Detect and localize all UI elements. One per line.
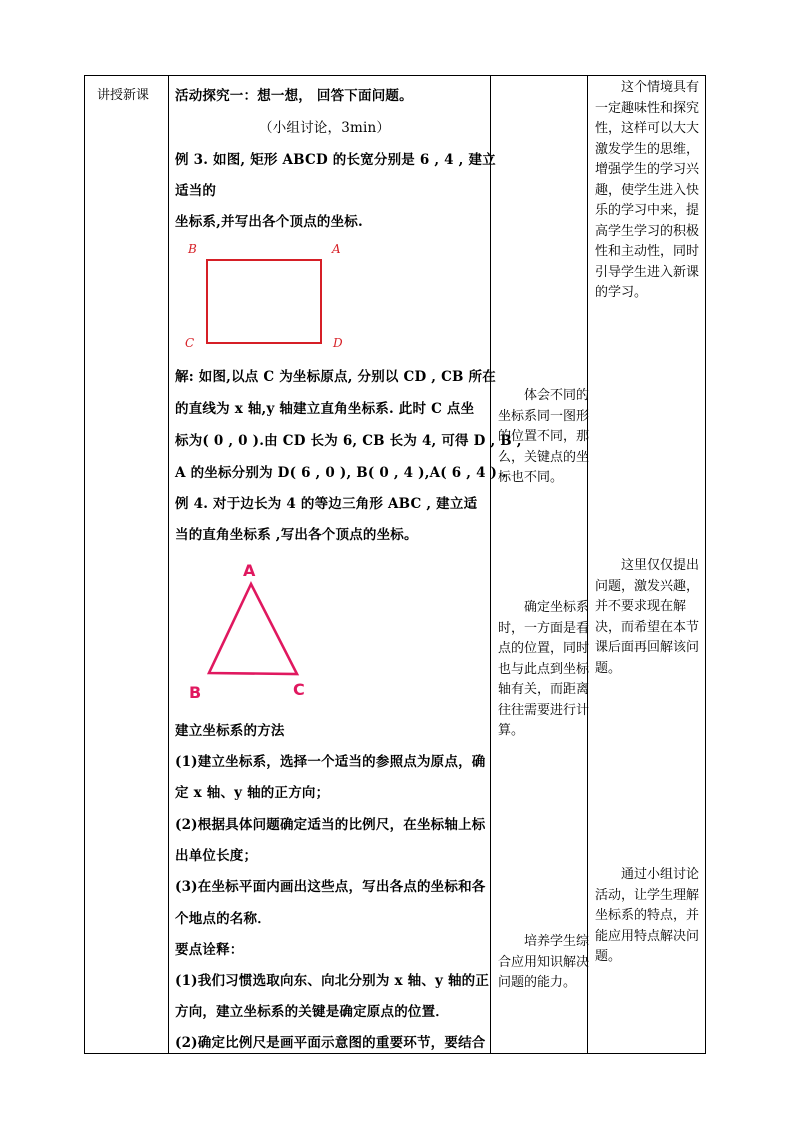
key-point-line: (1)我们习惯选取向东、向北分别为 x 轴、y 轴的正	[175, 973, 490, 989]
lesson-table	[84, 75, 706, 1054]
method-line: 出单位长度；	[175, 848, 258, 864]
tri-label-c: C	[293, 680, 305, 699]
triangle-abc	[209, 584, 297, 674]
rect-label-a: A	[332, 242, 341, 256]
section-label: 讲授新课	[97, 88, 150, 103]
rectangle-figure	[175, 236, 355, 351]
tri-label-b: B	[189, 683, 202, 702]
rect-label-b: B	[188, 242, 197, 256]
method-line: (2)根据具体问题确定适当的比例尺，在坐标轴上标	[175, 817, 486, 833]
solution-line: 的直线为 x 轴,y 轴建立直角坐标系. 此时 C 点坐	[175, 401, 475, 417]
method-title: 建立坐标系的方法	[175, 723, 285, 739]
example3-line: 例 3. 如图, 矩形 ABCD 的长宽分别是 6 , 4 , 建立	[175, 152, 496, 168]
solution-line: 解: 如图,以点 C 为坐标原点, 分别以 CD , CB 所在	[175, 369, 496, 385]
intent-note: 通过小组讨论活动，让学生理解坐标系的特点，并能应用特点解决问题。	[595, 867, 700, 964]
method-line: (1)建立坐标系，选择一个适当的参照点为原点，确	[175, 754, 486, 770]
intent-notes-column	[587, 76, 705, 1053]
design-note: 体会不同的坐标系同一图形的位置不同，那么，关键点的坐标也不同。	[498, 388, 590, 485]
tri-label-a: A	[243, 561, 256, 580]
intent-note: 这个情境具有一定趣味性和探究性，这样可以大大激发学生的思维，增强学生的学习兴趣，使学生进入快乐的学习中来，提高学生学习的积极性和主动性，同时引导学生进入新课的学习。	[595, 80, 700, 300]
design-note: 确定坐标系时，一方面是看点的位置，同时也与此点到坐标轴有关，而距离往往需要进行计算。	[498, 600, 590, 738]
triangle-figure	[175, 556, 335, 706]
rect-label-c: C	[185, 336, 195, 350]
rect-label-d: D	[333, 336, 343, 350]
solution-line: A 的坐标分别为 D( 6 , 0 ), B( 0 , 4 ),A( 6 , 4 ) .	[175, 465, 507, 481]
example4-line: 例 4. 对于边长为 4 的等边三角形 ABC , 建立适	[175, 496, 478, 512]
key-point-line: 方向，建立坐标系的关键是确定原点的位置．	[175, 1004, 449, 1020]
method-line: (3)在坐标平面内画出这些点，写出各点的坐标和各	[175, 879, 486, 895]
key-points-title: 要点诠释：	[175, 942, 244, 958]
rectangle-abcd	[207, 260, 321, 343]
example3-line: 坐标系,并写出各个顶点的坐标.	[175, 214, 363, 230]
design-notes-column	[490, 76, 590, 1053]
solution-line: 标为( 0 , 0 ).由 CD 长为 6, CB 长为 4, 可得 D , B ,	[175, 433, 522, 449]
activity-subheading: （小组讨论，3min）	[259, 120, 391, 136]
column-divider	[168, 76, 169, 1053]
activity-heading: 活动探究一：想一想， 回答下面问题。	[175, 88, 413, 104]
method-line: 定 x 轴、y 轴的正方向；	[175, 785, 330, 801]
key-point-line: (2)确定比例尺是画平面示意图的重要环节，要结合	[175, 1035, 486, 1051]
method-line: 个地点的名称．	[175, 911, 271, 927]
example3-line: 适当的	[175, 183, 217, 199]
design-note: 培养学生综合应用知识解决问题的能力。	[498, 934, 590, 990]
example4-line: 当的直角坐标系 ,写出各个顶点的坐标。	[175, 527, 418, 543]
intent-note: 这里仅仅提出问题，激发兴趣，并不要求现在解决，而希望在本节课后面再回解该问题。	[595, 558, 700, 676]
